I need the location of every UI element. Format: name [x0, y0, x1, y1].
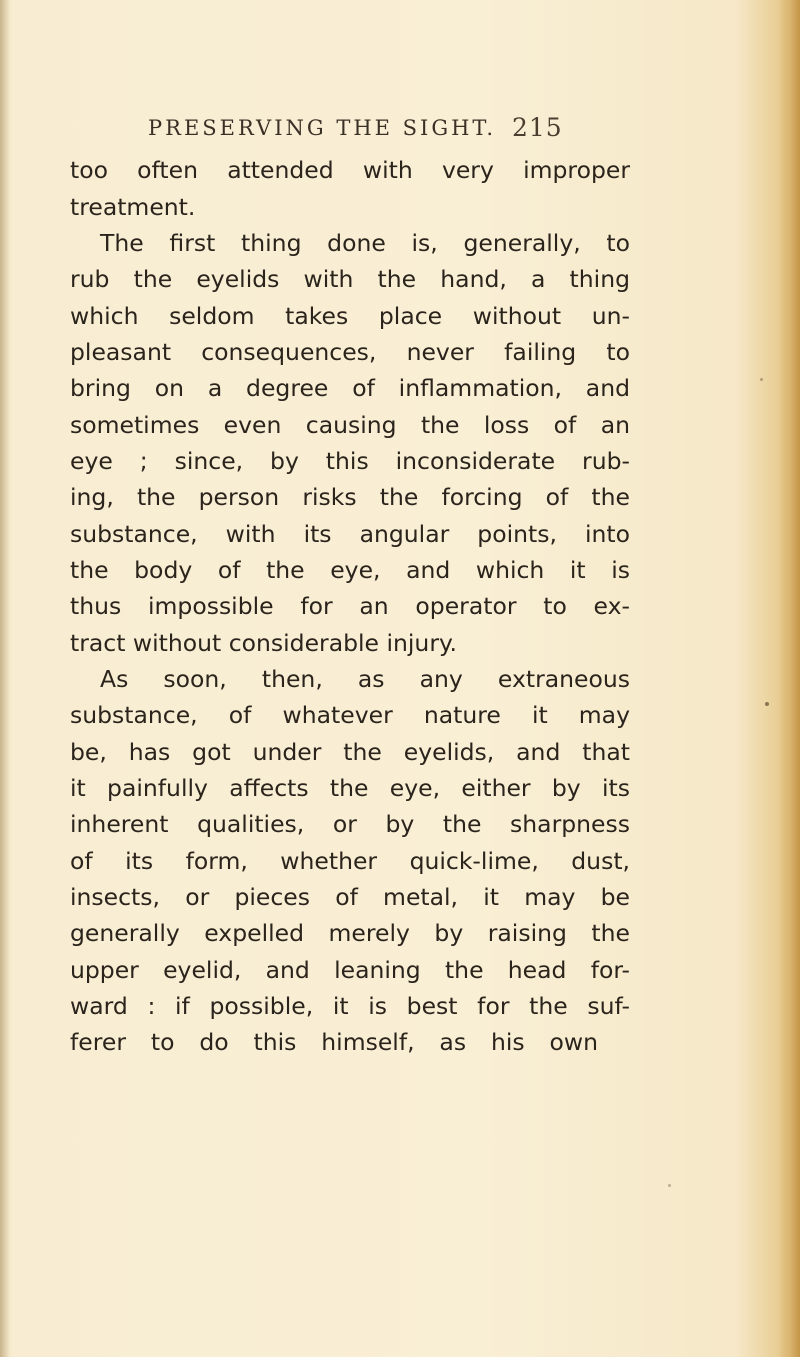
- text-line: of its form, whether quick-lime, dust,: [70, 847, 630, 875]
- text-line: As soon, then, as any extraneous: [100, 665, 630, 693]
- text-line: tract without considerable injury.: [70, 629, 458, 657]
- text-line: generally expelled merely by raising the: [70, 919, 630, 947]
- running-head-title: PRESERVING THE SIGHT.: [148, 116, 497, 140]
- paper-speck: [760, 378, 763, 381]
- text-line: inherent qualities, or by the sharpness: [70, 810, 630, 838]
- page-number: 215: [512, 113, 563, 142]
- text-line: the body of the eye, and which it is: [70, 556, 630, 584]
- text-line: pleasant consequences, never failing to: [70, 338, 630, 366]
- text-line: thus impossible for an operator to ex-: [70, 592, 630, 620]
- text-line: ward : if possible, it is best for the suf-: [70, 992, 630, 1020]
- text-line: insects, or pieces of metal, it may be: [70, 883, 630, 911]
- text-line: bring on a degree of inflammation, and: [70, 374, 630, 402]
- text-line: The first thing done is, generally, to: [100, 229, 630, 257]
- running-head: [148, 113, 578, 142]
- text-line: eye ; since, by this inconsiderate rub-: [70, 447, 630, 475]
- paper-speck: [668, 1184, 671, 1187]
- text-line: which seldom takes place without un-: [70, 302, 630, 330]
- text-line: rub the eyelids with the hand, a thing: [70, 265, 630, 293]
- text-line: treatment.: [70, 193, 196, 221]
- text-line: substance, of whatever nature it may: [70, 701, 630, 729]
- text-line: substance, with its angular points, into: [70, 520, 630, 548]
- text-line: upper eyelid, and leaning the head for-: [70, 956, 630, 984]
- text-line: ing, the person risks the forcing of the: [70, 483, 630, 511]
- text-line: ferer to do this himself, as his own: [70, 1028, 598, 1056]
- text-line: be, has got under the eyelids, and that: [70, 738, 630, 766]
- gutter-shadow: [0, 0, 10, 1357]
- paper-speck: [765, 702, 769, 706]
- page-edge-stain: [778, 0, 800, 1357]
- text-line: sometimes even causing the loss of an: [70, 411, 630, 439]
- text-line: it painfully affects the eye, either by its: [70, 774, 630, 802]
- text-line: too often attended with very improper: [70, 156, 630, 184]
